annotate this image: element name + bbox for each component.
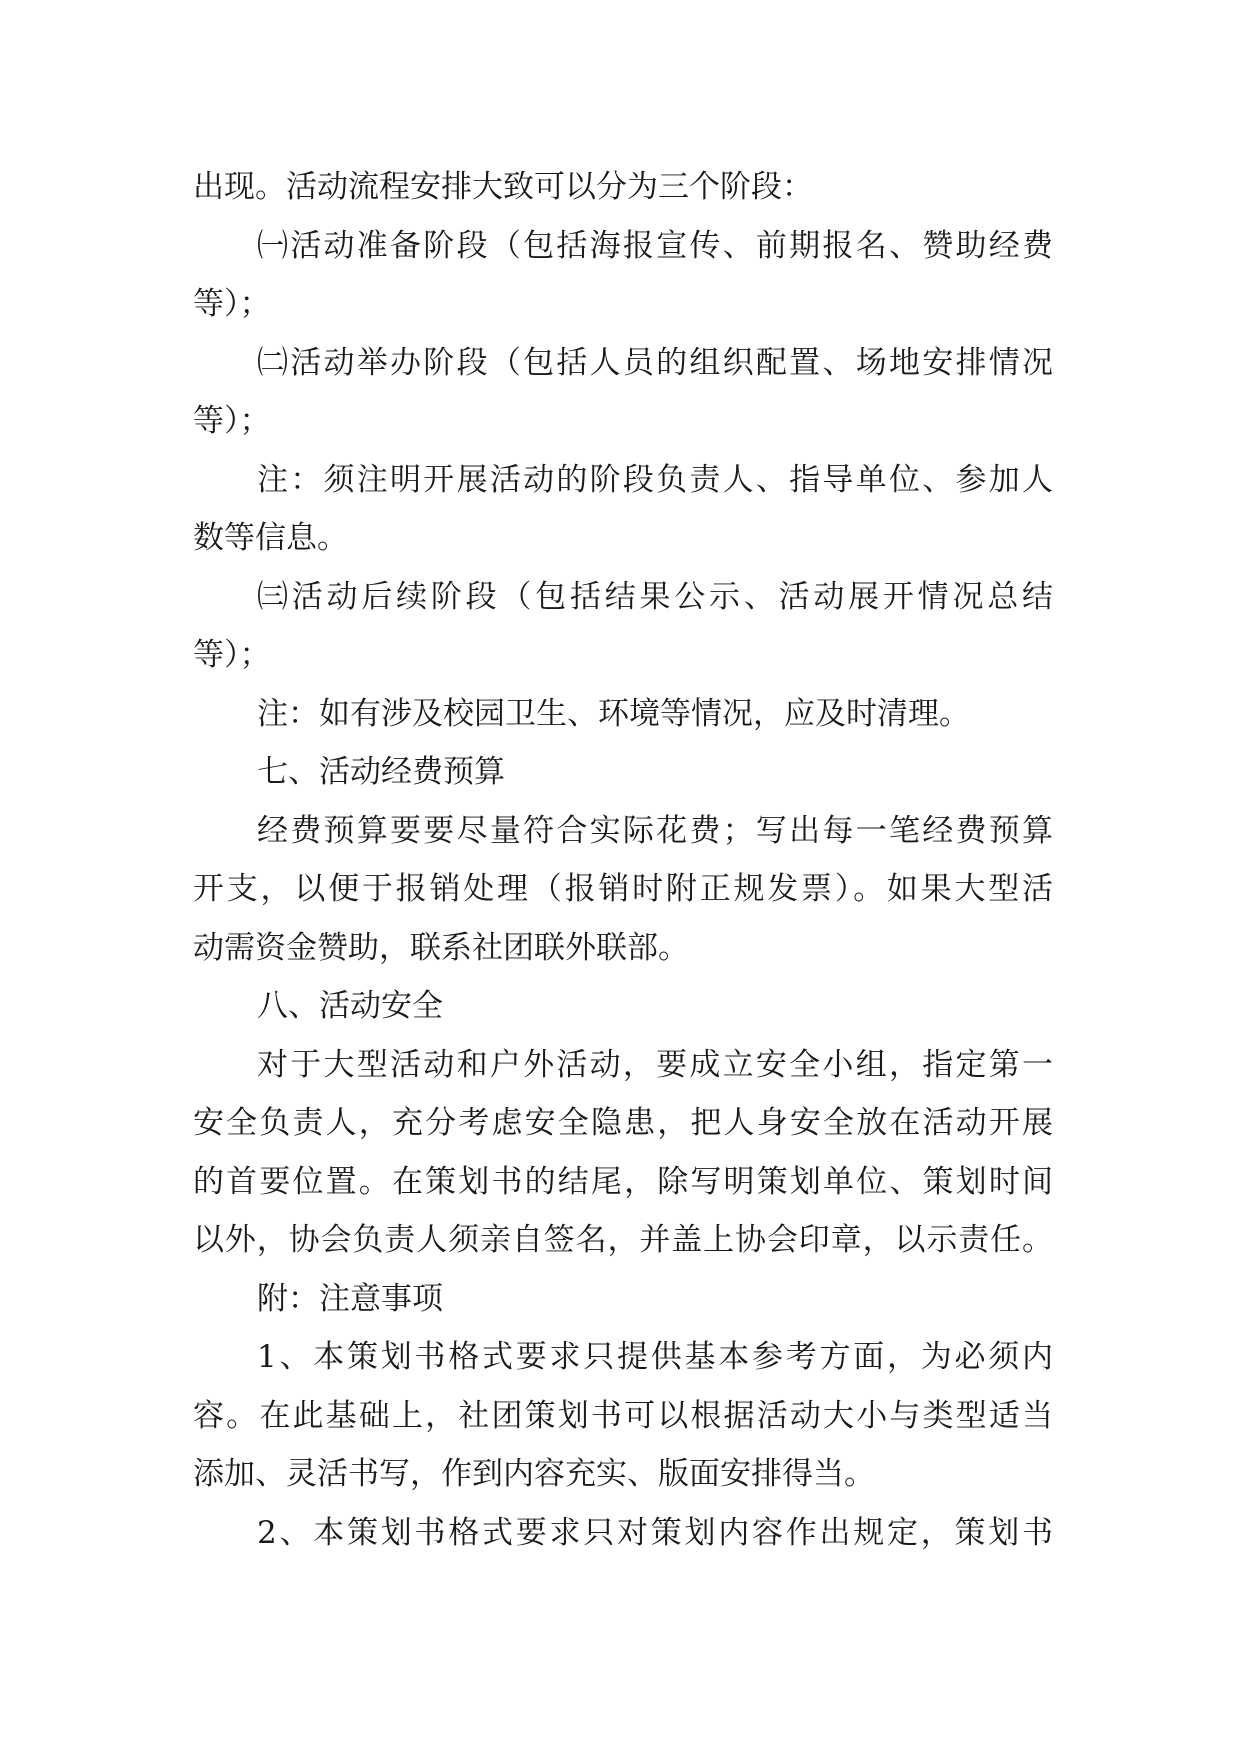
section-heading: 八、活动安全 xyxy=(257,988,443,1024)
paragraph-line: 等）； xyxy=(193,637,271,673)
paragraph-line: 等）； xyxy=(193,403,271,439)
paragraph-line: 出现。活动流程安排大致可以分为三个阶段： xyxy=(193,169,813,205)
paragraph-line: 等）； xyxy=(193,286,271,322)
paragraph-line: 2、本策划书格式要求只对策划内容作出规定，策划书 xyxy=(257,1514,1053,1551)
stage-two-line: ㈡活动举办阶段（包括人员的组织配置、场地安排情况 xyxy=(257,344,1053,381)
stage-one-line: ㈠活动准备阶段（包括海报宣传、前期报名、赞助经费 xyxy=(257,227,1053,264)
paragraph-line: 动需资金赞助，联系社团联外联部。 xyxy=(193,929,689,966)
paragraph-line: 对于大型活动和户外活动，要成立安全小组，指定第一 xyxy=(257,1046,1053,1083)
note-line: 注：须注明开展活动的阶段负责人、指导单位、参加人 xyxy=(257,461,1053,498)
section-heading: 七、活动经费预算 xyxy=(257,754,505,790)
paragraph-line: 以外，协会负责人须亲自签名，并盖上协会印章，以示责任。 xyxy=(193,1222,1053,1258)
paragraph-line: 数等信息。 xyxy=(193,520,348,556)
paragraph-line: 添加、灵活书写，作到内容充实、版面安排得当。 xyxy=(193,1456,875,1492)
document-page xyxy=(193,158,1053,1562)
paragraph-line: 开支，以便于报销处理（报销时附正规发票）。如果大型活 xyxy=(193,871,1053,907)
paragraph-line: 容。在此基础上，社团策划书可以根据活动大小与类型适当 xyxy=(193,1397,1053,1434)
paragraph-line: 安全负责人，充分考虑安全隐患，把人身安全放在活动开展 xyxy=(193,1105,1053,1141)
paragraph-line: 的首要位置。在策划书的结尾，除写明策划单位、策划时间 xyxy=(193,1163,1053,1200)
stage-three-line: ㈢活动后续阶段（包括结果公示、活动展开情况总结 xyxy=(257,578,1053,615)
note-line: 注：如有涉及校园卫生、环境等情况，应及时清理。 xyxy=(257,695,970,732)
paragraph-line: 经费预算要要尽量符合实际花费；写出每一笔经费预算 xyxy=(257,812,1053,849)
paragraph-line: 1、本策划书格式要求只提供基本参考方面，为必须内 xyxy=(257,1339,1053,1375)
section-heading: 附：注意事项 xyxy=(257,1280,443,1317)
